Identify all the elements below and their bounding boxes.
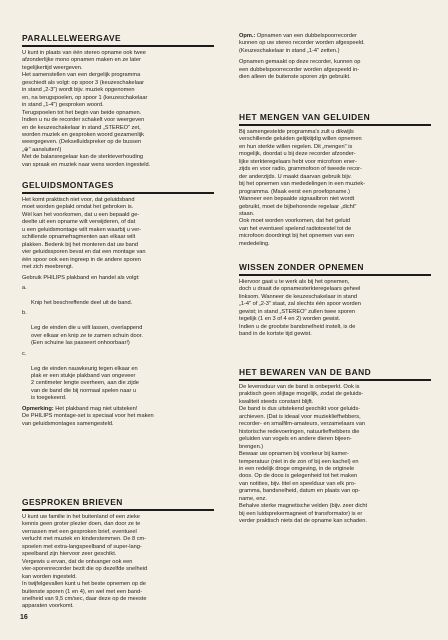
section-body-mixing: Bij samengestelde programma's zult u dikwijls verschillende geluiden gelijktijdig willen opnemen en hun sterkte willen regelen. Dit „mengen" is mogelijk, doordat u bij deze recorder afzonder- lijke sterkteregelaars hebt voor microfoon ener- zijds en voor radio, grammofoon of tweede recor- der anderzijds. U maakt daarvan gebruik bijv. bij het opnemen van mededelingen in een muziek- programma. (Maak eerst een proefopname.) Wanneer een bepaalde signaalbron niet wordt gebruikt, moet de bijbehorende regelaar „dicht" staan. Ook moet worden voorkomen, dat het geluid van het eventueel spelend radiotoestel tot de microfoon doordringt bij het opnemen van een mededeling.: [239, 129, 366, 247]
montage-steps: [22, 285, 214, 403]
list-text: Leg de einden die u wilt lassen, overlappend over elkaar en knip ze te zamen schuin door. (Een schuine las passeert onhoorbaar!): [31, 325, 143, 347]
list-text: Knip het beschreffende deel uit de band.: [31, 299, 133, 306]
section-intro: [239, 33, 431, 82]
list-item: [22, 351, 214, 403]
section-letters: [22, 497, 214, 611]
intro-label: Opm.:: [239, 33, 256, 39]
section-title-storage: HET BEWAREN VAN DE BAND: [239, 367, 372, 377]
list-text: Leg de einden nauwkeurig tegen elkaar en plak er een stukje plakband van ongeveer 2 centimeter lengte overheen, aan die zijde van de band die bij normaal spelen naar u is toegekeerd.: [31, 365, 139, 402]
montage-intro: Gebruik PHILIPS plakband en handel als volgt:: [22, 274, 140, 281]
section-title-parallel: PARALLELWEERGAVE: [22, 33, 122, 43]
list-item: [22, 310, 214, 347]
section-title-mixing: HET MENGEN VAN GELUIDEN: [239, 112, 371, 122]
intro-text: Opnamen van een dubbelspoorrecorder kunnen op uw stereo recorder worden afgespeeld. (Keuzeschakelaar in stand „1-4" zetten.): [239, 33, 365, 54]
heading-rule: [239, 274, 431, 276]
section-storage: [239, 367, 431, 526]
list-marker: b.: [22, 310, 27, 317]
section-body-letters: U kunt uw familie in het buitenland of een zieke kennis geen groter plezier doen, dan door ze te verrassen met een gesproken brief, eventueel verlucht met muziek en kinderstemmen. De 8 cm- spoelen met extra-langspeelband of super-lang- speelband zijn hiervoor zeer geschikt. Vergewis u ervan, dat de ontvanger ook een vier-sporenrecorder bezit die op dezelfde snelheid kan worden ingesteld. In twijfelgevallen kunt u het beste opnemen op de buitenste sporen (1 en 4), en wel met een band- snelheid van 9,5 cm/sec, daar deze op de meeste apparaten voorkomt.: [22, 514, 148, 610]
section-erase: [239, 262, 431, 339]
section-parallel: [22, 33, 214, 169]
intro-body: Opnamen gemaakt op deze recorder, kunnen op een dubbelspoorrecorder worden afgespeeld in- dien alleen de buitenste sporen zijn gebruikt.: [239, 59, 361, 81]
section-body-montages: Het komt praktisch niet voor, dat geluidsband moet worden geplakt omdat het gebroken is. Wèl kan het voorkomen, dat u een bepaald ge- deelte uit een opname wilt verwijderen, of dat u een geluidsmontage wilt maken waarbij u ver- schillende opnamefragmenten aan elkaar wilt plakken. Bedenk bij het monteren dat uw band vier geluidssporen bevat en dat een montage van één spoor ook een ingreep in de andere sporen met zich meebrengt.: [22, 197, 146, 271]
section-body-storage: De levensduur van de band is onbeperkt. Ook is praktisch geen slijtage mogelijk, zodat de geluids- kwaliteit steeds constant blijft. De band is dus uitstekend geschikt voor geluids- archieven. (Dat is ideaal voor muziekliefhebbers, recorder- en smalfilm-amateurs, verzamelaars van historische redevoeringen, natuurliefhebbers die geluiden van vogels en andere dieren bijeen- brengen.) Bewaar uw opnamen bij voorkeur bij kamer- temperatuur (niet in de zon of bij een kachel) en in een redelijk droge omgeving, in de originele doos. Op de doos is gelegenheid tot het maken van notities, bijv. titel en speelduur van elk pro- gramma, bandsnelheid, datum en plaats van op- name, enz. Behalve sterke magnetische velden (bijv. zeer dicht bij een luidsprekermagneet of transformator) is er verder praktisch niets dat de opname kan schaden.: [239, 384, 368, 525]
heading-rule: [22, 45, 214, 47]
montage-closing: De PHILIPS montage-set is speciaal voor het maken van geluidsmontages samengesteld.: [22, 413, 154, 427]
section-mixing: [239, 112, 431, 248]
section-title-erase: WISSEN ZONDER OPNEMEN: [239, 262, 364, 272]
heading-rule: [239, 379, 431, 381]
section-title-letters: GESPROKEN BRIEVEN: [22, 497, 123, 507]
list-marker: c.: [22, 350, 27, 357]
note-label: Opmerking:: [22, 405, 54, 412]
montage-note: [22, 406, 214, 413]
list-item: [22, 285, 214, 307]
intro-note: [239, 33, 431, 55]
page-number: 16: [20, 614, 28, 621]
note-text: Het plakband mag niet uitsteken!: [53, 405, 138, 412]
heading-rule: [239, 124, 431, 126]
section-body-parallel: U kunt in plaats van één stereo opname ook twee afzonderlijke mono opnamen maken en ze later tegelijkertijd weergeven. Het samenstellen van een dergelijk programma geschiedt als volgt: op spoor 3 (keuzeschakelaar in stand „2-3") wordt bijv. muziek opgenomen en, na terugspoelen, op spoor 1 (keuzeschakelaar in stand „1-4") gesproken woord. Terugspoelen tot het begin van beide opnamen. Indien u nu de recorder schakelt voor weergeven en de keuzeschakelaar in stand „STEREO" zet, worden muziek en gesproken woord gezamenlijk weergegeven. (Dekselluidspreker op de bussen „⊕" aansluiten!) Met de balansregelaar kan de sterkteverhouding van spraak en muziek naar wens worden ingesteld.: [22, 50, 151, 168]
heading-rule: [22, 192, 214, 194]
section-title-montages: GELUIDSMONTAGES: [22, 180, 114, 190]
heading-rule: [22, 509, 214, 511]
section-body-erase: Hiervoor gaat u te werk als bij het opnemen, doch u draait de opnamesterkteregelaars geheel linksom. Wanneer de keuzeschakelaar in stand „1-4" of „2-3" staat, zal slechts één spoor worden gewist; in stand „STEREO" zullen twee sporen tegelijk (1 en 3 of 4 en 2) worden gewist. Indien u de grootste bandsnelheid instelt, is de band in de kortste tijd gewist.: [239, 279, 361, 338]
list-marker: a.: [22, 284, 27, 291]
section-montages: [22, 180, 214, 428]
